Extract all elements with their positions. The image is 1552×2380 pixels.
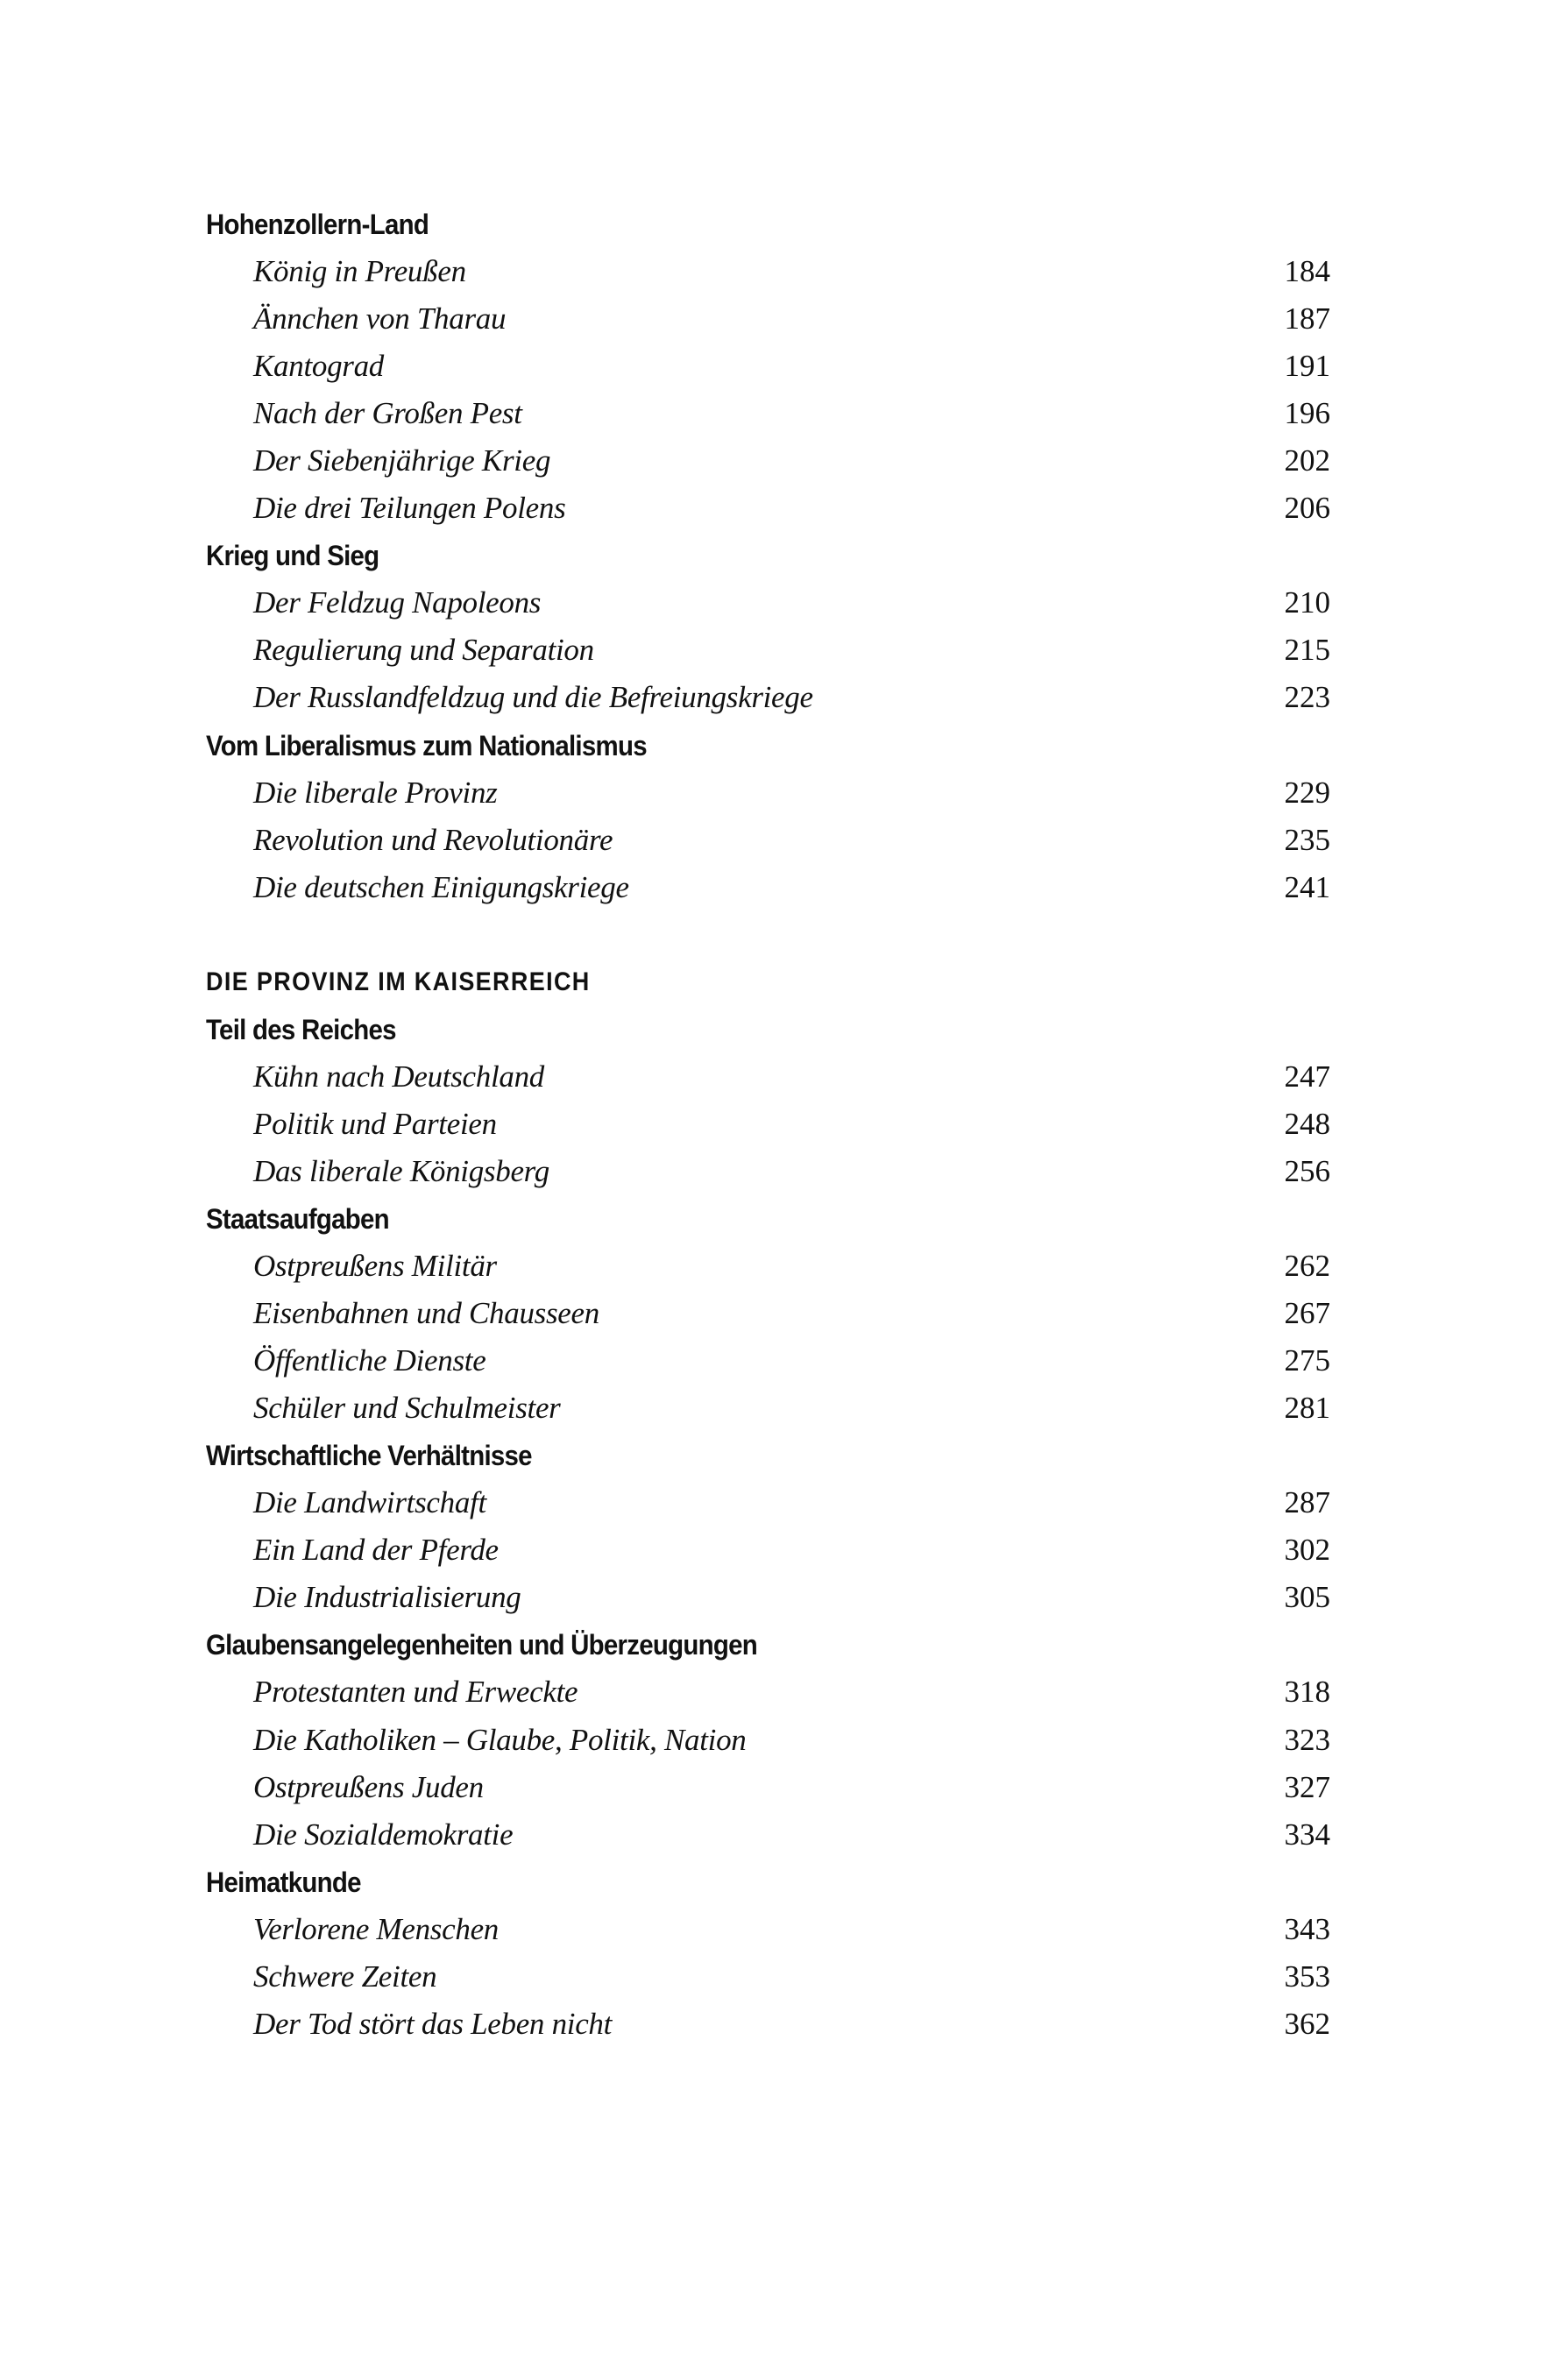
entry-title: Der Feldzug Napoleons (253, 585, 542, 620)
entry-title: Öffentliche Dienste (253, 1343, 486, 1378)
section-title: Glaubensangelegenheiten und Überzeugungen (206, 1629, 758, 1661)
entry-page-number: 202 (1284, 443, 1330, 478)
section-title: Wirtschaftliche Verhältnisse (206, 1440, 532, 1472)
toc-entry (206, 1148, 1330, 1195)
section-heading (206, 1859, 1330, 1906)
entry-title: Schwere Zeiten (253, 1959, 437, 1994)
toc-entry (206, 1574, 1330, 1621)
entry-page-number: 267 (1284, 1296, 1330, 1331)
entry-title: Ännchen von Tharau (253, 301, 507, 336)
section-heading (206, 1621, 1330, 1668)
toc-entry (206, 1101, 1330, 1148)
entry-page-number: 184 (1284, 254, 1330, 289)
entry-page-number: 229 (1284, 775, 1330, 810)
entry-page-number: 362 (1284, 2006, 1330, 2041)
toc-entry (206, 437, 1330, 485)
toc-entry (206, 1243, 1330, 1290)
entry-page-number: 302 (1284, 1533, 1330, 1568)
section-title: Krieg und Sieg (206, 540, 379, 572)
toc-entry (206, 1717, 1330, 1764)
entry-title: Ein Land der Pferde (253, 1533, 499, 1568)
entry-title: Die deutschen Einigungskriege (253, 869, 629, 904)
toc-entry (206, 485, 1330, 532)
entry-title: Der Russlandfeldzug und die Befreiungskriege (253, 680, 813, 715)
entry-title: Der Siebenjährige Krieg (253, 443, 551, 478)
entry-page-number: 206 (1284, 491, 1330, 526)
entry-page-number: 318 (1284, 1675, 1330, 1710)
entry-page-number: 223 (1284, 680, 1330, 715)
entry-page-number: 196 (1284, 396, 1330, 431)
entry-page-number: 187 (1284, 301, 1330, 336)
section-heading (206, 722, 1330, 769)
entry-page-number: 327 (1284, 1769, 1330, 1804)
entry-page-number: 248 (1284, 1106, 1330, 1141)
toc-entry (206, 1906, 1330, 1953)
entry-title: Ostpreußens Militär (253, 1249, 497, 1284)
entry-title: König in Preußen (253, 254, 466, 289)
entry-title: Regulierung und Separation (253, 633, 594, 668)
toc-entry (206, 1290, 1330, 1337)
toc-entry (206, 674, 1330, 721)
entry-page-number: 305 (1284, 1580, 1330, 1615)
entry-page-number: 275 (1284, 1343, 1330, 1378)
toc-entry (206, 1764, 1330, 1811)
section-title: Vom Liberalismus zum Nationalismus (206, 729, 647, 761)
entry-title: Die drei Teilungen Polens (253, 491, 566, 526)
entry-title: Der Tod stört das Leben nicht (253, 2006, 613, 2041)
toc-entry (206, 390, 1330, 437)
entry-page-number: 256 (1284, 1153, 1330, 1188)
entry-title: Politik und Parteien (253, 1106, 497, 1141)
entry-page-number: 287 (1284, 1485, 1330, 1520)
entry-page-number: 262 (1284, 1249, 1330, 1284)
entry-page-number: 334 (1284, 1817, 1330, 1852)
toc-entry (206, 1953, 1330, 2001)
toc-entry (206, 248, 1330, 295)
section-heading (206, 201, 1330, 248)
entry-title: Revolution und Revolutionäre (253, 822, 613, 857)
entry-page-number: 235 (1284, 822, 1330, 857)
toc-entry (206, 1526, 1330, 1574)
entry-title: Eisenbahnen und Chausseen (253, 1296, 599, 1331)
toc-entry (206, 864, 1330, 911)
entry-title: Das liberale Königsberg (253, 1153, 549, 1188)
section-heading (206, 1006, 1330, 1053)
section-title: Staatsaufgaben (206, 1202, 389, 1235)
toc-entry (206, 579, 1330, 627)
toc-entry (206, 295, 1330, 343)
entry-title: Die Sozialdemokratie (253, 1817, 514, 1852)
part-title: DIE PROVINZ IM KAISERREICH (206, 967, 591, 996)
entry-page-number: 210 (1284, 585, 1330, 620)
entry-title: Ostpreußens Juden (253, 1769, 484, 1804)
section-title: Heimatkunde (206, 1866, 361, 1898)
entry-title: Die Landwirtschaft (253, 1485, 486, 1520)
toc-entry (206, 769, 1330, 817)
section-heading (206, 532, 1330, 579)
toc-entry (206, 817, 1330, 864)
entry-page-number: 191 (1284, 349, 1330, 384)
toc-entry (206, 2001, 1330, 2048)
toc-entry (206, 627, 1330, 674)
entry-page-number: 215 (1284, 633, 1330, 668)
entry-page-number: 247 (1284, 1059, 1330, 1094)
entry-title: Die liberale Provinz (253, 775, 498, 810)
entry-page-number: 241 (1284, 869, 1330, 904)
toc-entry (206, 1668, 1330, 1716)
toc-entry (206, 1385, 1330, 1432)
toc-entry (206, 343, 1330, 390)
toc-entry (206, 1053, 1330, 1101)
section-title: Hohenzollern-Land (206, 209, 429, 240)
section-title: Teil des Reiches (206, 1013, 396, 1045)
entry-title: Kühn nach Deutschland (253, 1059, 544, 1094)
entry-page-number: 281 (1284, 1391, 1330, 1426)
entry-title: Schüler und Schulmeister (253, 1391, 561, 1426)
entry-title: Die Katholiken – Glaube, Politik, Nation (253, 1722, 747, 1757)
entry-title: Die Industrialisierung (253, 1580, 521, 1615)
entry-page-number: 323 (1284, 1722, 1330, 1757)
section-heading (206, 1195, 1330, 1243)
toc-entry (206, 1479, 1330, 1526)
entry-title: Verlorene Menschen (253, 1911, 500, 1946)
entry-page-number: 353 (1284, 1959, 1330, 1994)
part-heading (206, 959, 1330, 1006)
toc-entry (206, 1811, 1330, 1859)
section-heading (206, 1432, 1330, 1479)
entry-title: Kantograd (253, 349, 384, 384)
section-spacer (206, 911, 1330, 959)
entry-title: Nach der Großen Pest (253, 396, 522, 431)
entry-page-number: 343 (1284, 1911, 1330, 1946)
table-of-contents (206, 201, 1330, 2048)
toc-entry (206, 1337, 1330, 1385)
entry-title: Protestanten und Erweckte (253, 1675, 578, 1710)
